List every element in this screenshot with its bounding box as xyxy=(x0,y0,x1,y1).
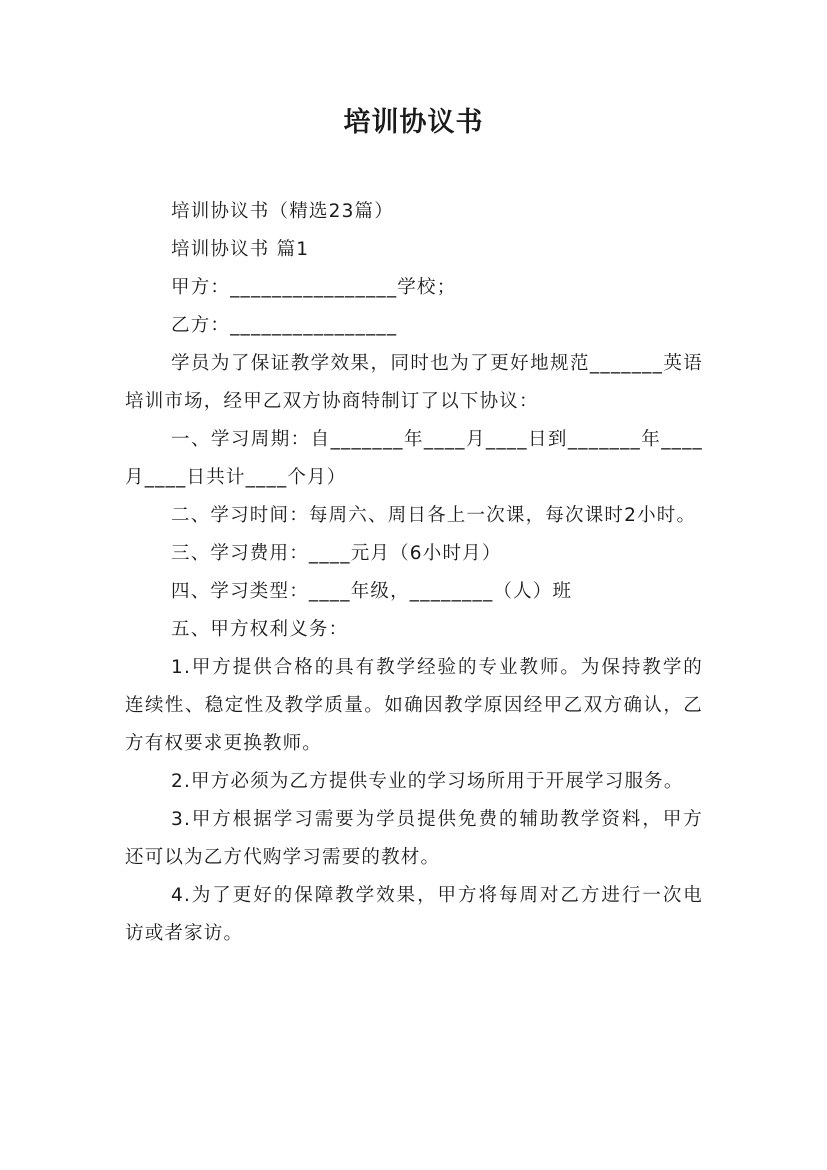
section-heading: 培训协议书 篇1 xyxy=(171,239,310,260)
document-body xyxy=(125,193,703,953)
clause-study-fee: 三、学习费用：____元月（6小时月） xyxy=(171,543,502,564)
party-a-line: 甲方：________________学校； xyxy=(171,277,457,298)
list-item: 4.为了更好的保障教学效果，甲方将每周对乙方进行一次电访或者家访。 xyxy=(125,885,703,944)
clause-party-a-rights: 五、甲方权利义务： xyxy=(171,619,349,640)
list-item: 2.甲方必须为乙方提供专业的学习场所用于开展学习服务。 xyxy=(171,771,684,792)
list-item: 3.甲方根据学习需要为学员提供免费的辅助教学资料，甲方还可以为乙方代购学习需要的教材。 xyxy=(125,809,703,868)
document-title: 培训协议书 xyxy=(343,107,484,138)
clause-study-period: 一、学习周期：自_______年____月____日到_______年____月____日共计____个月） xyxy=(125,429,703,488)
list-item: 1.甲方提供合格的具有教学经验的专业教师。为保持教学的连续性、稳定性及教学质量。如确因教学原因经甲乙双方确认，乙方有权要求更换教师。 xyxy=(125,657,703,754)
collection-heading: 培训协议书（精选23篇） xyxy=(171,201,394,222)
party-b-line: 乙方：________________ xyxy=(171,315,398,336)
intro-paragraph: 学员为了保证教学效果，同时也为了更好地规范_______英语培训市场，经甲乙双方协商特制订了以下协议： xyxy=(125,353,703,412)
clause-study-time: 二、学习时间：每周六、周日各上一次课，每次课时2小时。 xyxy=(171,505,697,526)
clause-study-type: 四、学习类型：____年级，________（人）班 xyxy=(171,581,573,602)
